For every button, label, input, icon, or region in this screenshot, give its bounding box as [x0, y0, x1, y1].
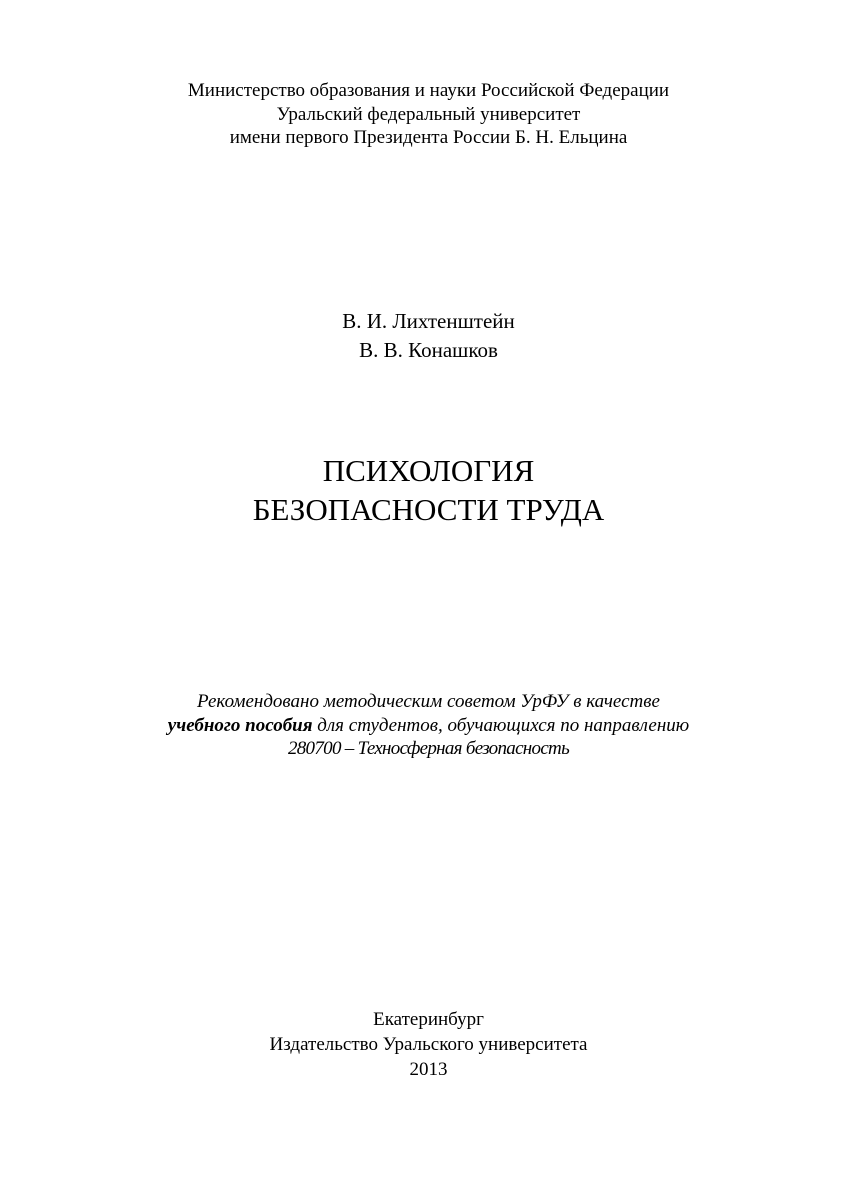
author-name: В. И. Лихтенштейн	[342, 309, 515, 333]
recommendation-line	[0, 714, 857, 738]
recommendation-note	[0, 690, 857, 761]
university-name-line: имени первого Президента России Б. Н. Ельцина	[229, 127, 628, 148]
city: Екатеринбург	[373, 1009, 484, 1030]
institution-header	[0, 79, 857, 150]
specialty-line: 280700 – Техносферная безопасность	[287, 738, 570, 759]
author-name: В. В. Конашков	[359, 338, 498, 362]
title-line: БЕЗОПАСНОСТИ ТРУДА	[252, 492, 605, 527]
recommendation-text: для студентов, обучающихся по направлению	[312, 714, 690, 736]
ministry-line: Министерство образования и науки Российской Федерации	[187, 80, 670, 101]
publisher: Издательство Уральского университета	[269, 1034, 588, 1055]
university-line: Уральский федеральный университет	[276, 103, 581, 125]
book-title	[0, 451, 857, 529]
textbook-label: учебного пособия	[167, 714, 313, 736]
authors	[0, 307, 857, 365]
year: 2013	[409, 1059, 448, 1080]
title-line: ПСИХОЛОГИЯ	[322, 453, 535, 488]
imprint	[0, 1007, 857, 1082]
recommendation-line: Рекомендовано методическим советом УрФУ в качестве	[197, 691, 660, 712]
